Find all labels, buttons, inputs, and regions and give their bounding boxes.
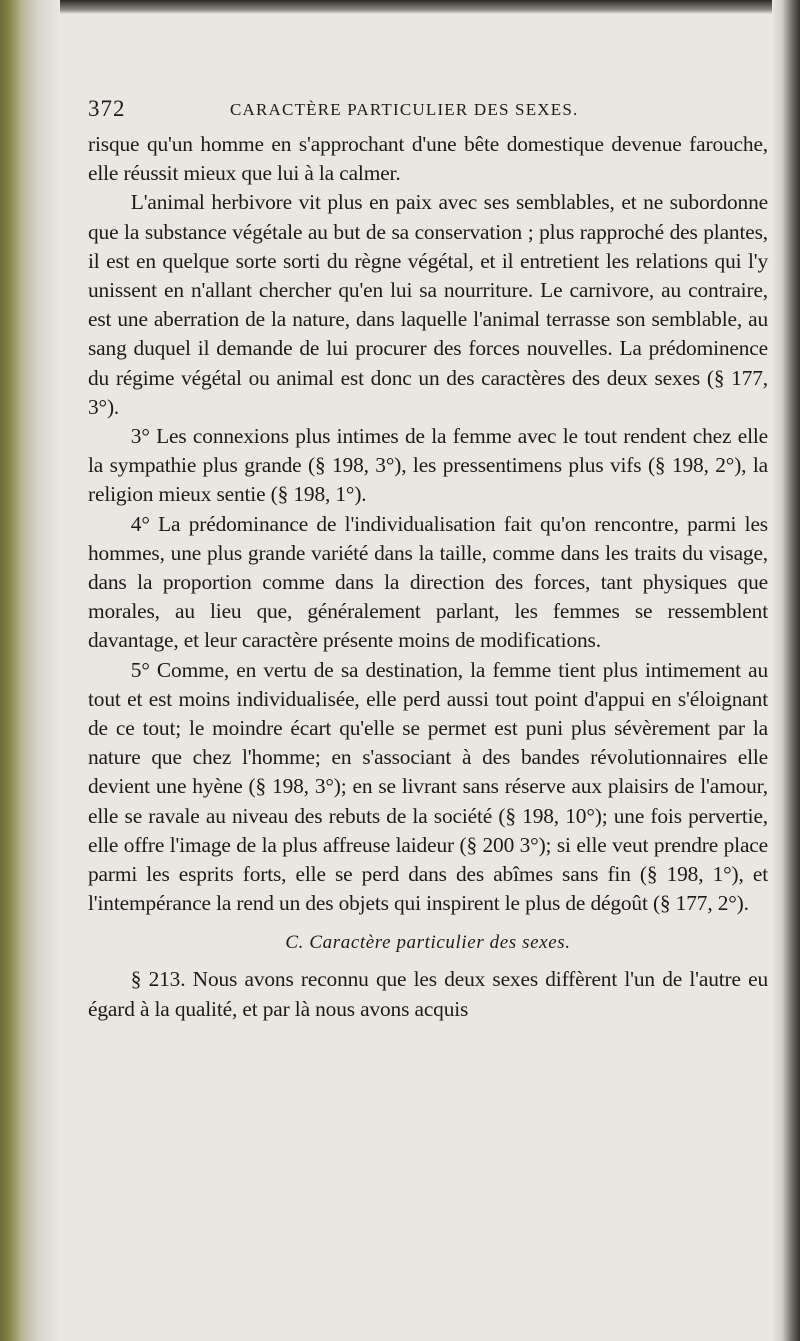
page-right-shadow xyxy=(772,0,800,1341)
page-top-shadow xyxy=(0,0,800,14)
page-header xyxy=(88,96,768,130)
section-body xyxy=(88,965,768,1023)
page-number: 372 xyxy=(88,96,126,121)
paragraph-section-213: § 213. Nous avons reconnu que les deux sexes diffèrent l'un de l'autre eu égard à la qualité, et par là nous avons acquis xyxy=(88,967,768,1021)
section-title: C. Caractère particulier des sexes. xyxy=(285,932,571,954)
book-binding-edge xyxy=(0,0,60,1341)
paragraph-point-3: 3° Les connexions plus intimes de la femme avec le tout rendent chez elle la sympathie plus grande (§ 198, 3°), les pressentimens plus vifs (§ 198, 2°), la religion mieux sentie (§ 198, 1°). xyxy=(88,424,768,507)
running-head: CARACTÈRE PARTICULIER DES SEXES. xyxy=(230,100,579,119)
book-page xyxy=(88,96,768,1024)
body-text xyxy=(88,130,768,918)
paragraph-continued: risque qu'un homme en s'approchant d'une bête domestique devenue farouche, elle réussit mieux que lui à la calmer. xyxy=(88,132,768,186)
paragraph-herbivore: L'animal herbivore vit plus en paix avec ses semblables, et ne subordonne que la substance végétale au but de sa conservation ; plus rapproché des plantes, il est en quelque sorte sorti du règne végétal, et il entretient les relations qui l'y unissent en n'allant chercher qu'en lui sa nourriture. Le carnivore, au contraire, est une aberration de la nature, dans laquelle l'animal terrasse son semblable, au sang duquel il demande de lui procurer des forces nouvelles. La prédominence du régime végétal ou animal est donc un des caractères des deux sexes (§ 177, 3°). xyxy=(88,190,768,419)
paragraph-point-5: 5° Comme, en vertu de sa destination, la femme tient plus intimement au tout et est moins individualisée, elle perd aussi tout point d'appui en s'éloignant de ce tout; le moindre écart qu'elle se permet est puni plus sévèrement par la nature que chez l'homme; en s'associant à des bandes révolutionnaires elle devient une hyène (§ 198, 3°); en se livrant sans réserve aux plaisirs de l'amour, elle se ravale au niveau des rebuts de la société (§ 198, 10°); une fois pervertie, elle offre l'image de la plus affreuse laideur (§ 200 3°); si elle veut prendre place parmi les esprits forts, elle se perd dans des abîmes sans fin (§ 198, 1°), et l'intempérance la rend un des objets qui inspirent le plus de dégoût (§ 177, 2°). xyxy=(88,657,768,916)
paragraph-point-4: 4° La prédominance de l'individualisation fait qu'on rencontre, parmi les hommes, une plus grande variété dans la taille, comme dans les traits du visage, dans la proportion comme dans la direction des forces, tant physiques que morales, au lieu que, généralement parlant, les femmes se ressemblent davantage, et leur caractère présente moins de modifications. xyxy=(88,511,768,653)
